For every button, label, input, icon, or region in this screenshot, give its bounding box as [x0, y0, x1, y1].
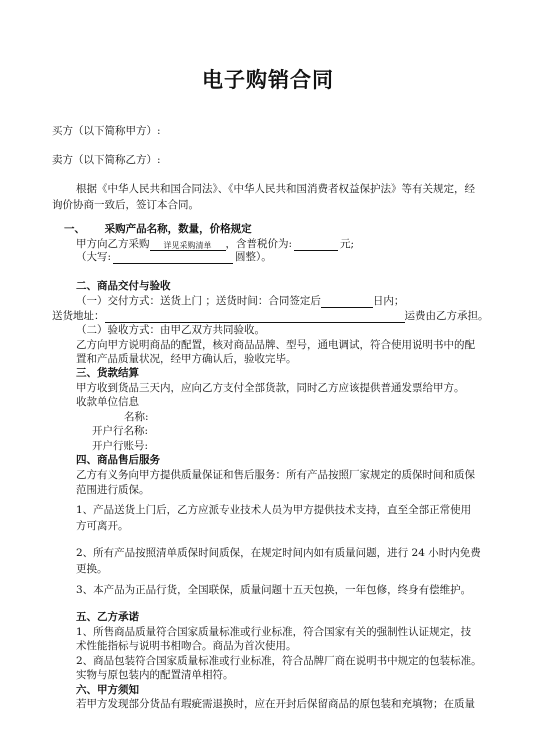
intro-line-1: 根据《中华人民共和国合同法》、《中华人民共和国消费者权益保护法》等有关规定，经 [76, 183, 475, 195]
purchase-item-value: 详见采购清单 [163, 241, 212, 250]
section-5-line-4: 实物与原包装内的配置清单相符。 [76, 669, 234, 681]
section-2-heading: 二、商品交付与验收 [76, 280, 171, 292]
delivery-address-label: 送货地址： [52, 310, 105, 322]
section-2-line-1 [76, 294, 404, 308]
seller-line: 卖方（以下简称乙方）: [52, 154, 161, 166]
purchase-text: 甲方向乙方采购 [76, 238, 150, 250]
uppercase-amount-suffix: 圆整）。 [235, 251, 272, 263]
buyer-line: 买方（以下简称甲方）: [52, 125, 161, 137]
section-2-line-5: 置和产品质量状况，经甲方确认后，验收完毕。 [76, 353, 297, 365]
section-1-heading [64, 222, 252, 236]
bank-name-label: 开户行名称: [92, 425, 149, 437]
section-5-line-1: 1、所售商品质量符合国家质量标准或行业标准，符合国家有关的强制性认证规定，技 [76, 626, 472, 638]
delivery-address-field [105, 310, 405, 323]
section-1-line-2 [76, 250, 272, 264]
uppercase-amount-label: （大写: [76, 251, 112, 263]
section-4-heading: 四、商品售后服务 [76, 454, 160, 466]
payee-info-label: 收款单位信息 [76, 396, 139, 408]
delivery-days-suffix: 日内； [372, 295, 405, 307]
tax-price-label: ，含普税价为: [225, 238, 293, 250]
section-4-line-1: 乙方有义务向甲方提供质量保证和售后服务：所有产品按照厂家规定的质保时间和质保 [76, 469, 475, 481]
section-1-line-1 [76, 237, 354, 251]
section-5-heading: 五、乙方承诺 [76, 611, 139, 623]
section-1-number: 一、 [64, 223, 85, 235]
section-4-line-3: 1、产品送货上门后，乙方应派专业技术人员为甲方提供技术支持，直至全部正常使用 [76, 504, 472, 516]
section-2-line-2 [52, 309, 489, 323]
shipping-cost-note: 运费由乙方承担。 [404, 310, 489, 322]
payee-name-label: 名称: [124, 411, 149, 423]
currency-unit: 元; [340, 238, 355, 250]
bank-account-label: 开户行账号: [92, 440, 149, 452]
price-field [294, 238, 338, 251]
section-6-heading: 六、甲方须知 [76, 684, 139, 696]
delivery-method-text: （一）交付方式：送货上门 ；送货时间：合同签定后 [76, 295, 321, 307]
section-5-line-2: 术性能指标与说明书相吻合。商品为首次使用。 [76, 640, 297, 652]
section-2-line-4: 乙方向甲方说明商品的配置，核对商品品牌、型号，通电调试，符合使用说明书中的配 [76, 339, 475, 351]
section-2-line-3: （二）验收方式：由甲乙双方共同验收。 [76, 324, 265, 336]
document-title: 电子购销合同 [202, 67, 334, 92]
section-6-line-1: 若甲方发现部分货品有瑕疵需退换时，应在开封后保留商品的原包装和充填物；在质量 [76, 698, 475, 710]
section-4-line-2: 范围进行质保。 [76, 484, 150, 496]
uppercase-amount-field [113, 251, 233, 264]
section-4-line-4: 方可离开。 [76, 520, 129, 532]
section-4-line-5: 2、所有产品按照清单质保时间质保，在规定时间内如有质量问题，进行 24 小时内免费 [76, 547, 481, 559]
intro-line-2: 询价协商一致后，签订本合同。 [52, 199, 199, 211]
section-3-heading: 三、货款结算 [76, 367, 139, 379]
delivery-days-field [321, 295, 373, 308]
section-4-line-7: 3、本产品为正品行货，全国联保，质量问题十五天包换，一年包修，终身有偿维护。 [76, 584, 472, 596]
section-4-line-6: 更换。 [76, 563, 108, 575]
section-3-line-1: 甲方收到货品三天内，应向乙方支付全部货款，同时乙方应该提供普通发票给甲方。 [76, 382, 465, 394]
section-1-title: 采购产品名称，数量，价格规定 [104, 223, 252, 235]
section-5-line-3: 2、商品包装符合国家质量标准或行业标准，符合品牌厂商在说明书中规定的包装标准。 [76, 655, 482, 667]
